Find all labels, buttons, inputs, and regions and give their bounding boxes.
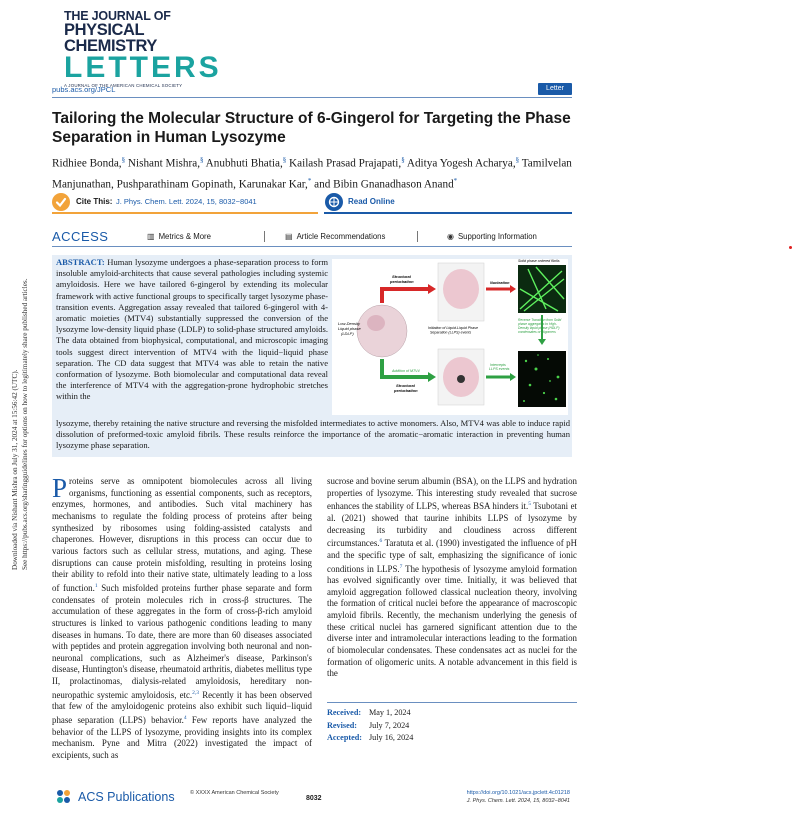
revised-date: July 7, 2024: [369, 720, 410, 730]
paragraph: Taratuta et al. (1990) investigated the influence of pH and the specific type of salt, emphasizing the significance of ionic conditions in LLPS.: [327, 538, 577, 574]
journal-url-link[interactable]: pubs.acs.org/JPCL: [52, 85, 116, 94]
body-column-left: [52, 473, 312, 762]
article-dates: [327, 702, 577, 745]
abstract-body: Human lysozyme undergoes a phase-separation process to form insoluble amyloid-architects that cause several pathologies including systemic amyloidosis. Here we have tailored 6-gingerol by extending its molecular framework with active functional groups to specifically target lysozyme phase-transition events. Aggregation assay revealed that tailored 6-gingerol with 4-aromatic moieties (MTV4) substantially suppressed the conversion of the lysozyme low-density liquid phase (LDLP) to solid-phase structured amyloids. The data obtained from biophysical, computational, and microscopic imaging tools suggest direct intervention of MTV4 with the liquid−liquid phase separation. The CD data suggest that MTV4 was able to retain the native conformation of lysozyme. Both biomolecular and computational data reveal the interference of MTV4 with the aggregation-prone hydrophobic stretches within the: [56, 257, 328, 402]
affiliation-mark[interactable]: §: [515, 156, 520, 164]
accepted-date: July 16, 2024: [369, 733, 414, 743]
intercepts-label: Intercepts: [490, 363, 506, 367]
metrics-label: Metrics & More: [158, 232, 211, 241]
reference-link[interactable]: 7: [399, 563, 403, 570]
publisher-name: ACS Publications: [78, 790, 175, 804]
accepted-label: Accepted:: [327, 733, 363, 743]
abstract-continuation: lysozyme, thereby retaining the native structure and reversing the misfolded intermediates to active monomers. Also, MTV4 was able to induce rapid dissolution of preformed-toxic amyloid fibrils. These results reinforce the importance of the aromatic−aromatic interaction in preventing human lysozyme phase separation.: [56, 418, 570, 451]
paragraph: roteins serve as omnipotent biomolecules across all living organisms, functioning as essential components, such as receptors, enzymes, hormones, and antibodies. Such vital machinery has mechanisms to regulate the folding process of proteins after being synthesized by ribosomes using folding-assisted catalysts and chaperones. However, disruptions in this process can occur due to various factors such as cellular stress, mutations, and aging. These disruptions can cause protein misfolding, resulting in proteins losing their ability to refold into their native state, ultimately leading to a loss of function.: [52, 476, 312, 593]
solid-fibrils-label: Solid phase ordered fibrils: [518, 259, 560, 263]
initiation-label: Separation (LLPS) events: [430, 330, 472, 335]
check-icon: [52, 193, 70, 211]
revised-label: Revised:: [327, 720, 358, 730]
intercepts-label: LLPS events: [489, 367, 510, 371]
reference-link[interactable]: 6: [379, 538, 383, 545]
affiliation-mark[interactable]: §: [401, 156, 405, 164]
droplets-image: [518, 351, 566, 407]
author: Ridhiee Bonda,: [52, 157, 122, 170]
received-date: May 1, 2024: [369, 708, 411, 717]
download-notice: [9, 240, 41, 580]
cite-row: [52, 193, 572, 211]
journal-name-line1: THE JOURNAL OF: [64, 9, 171, 23]
list-icon: ▤: [285, 232, 293, 241]
body-column-right: [327, 476, 577, 680]
ldlp-label: (LDLP): [341, 331, 354, 336]
received-row: [327, 707, 577, 720]
dropcap: P: [52, 473, 68, 503]
tab-separator: [417, 231, 418, 242]
author-list: [52, 152, 582, 194]
initiation-label: Initiation of Liquid-Liquid Phase: [428, 326, 478, 330]
cite-icon[interactable]: [52, 193, 70, 211]
journal-name-line3: LETTERS: [64, 51, 222, 84]
corresponding-mark[interactable]: *: [453, 177, 458, 186]
paragraph: sucrose and bovine serum albumin (BSA), on the LLPS and hydration properties of lysozyme. This interesting study revealed that sucrose enhances the stability of LLPS, whereas BSA hinders it.: [327, 476, 577, 512]
cite-label: Cite This:: [76, 197, 113, 206]
read-underline: [324, 212, 572, 214]
cite-underline: [52, 212, 318, 214]
author: Anubhuti Bhatia,: [203, 157, 283, 170]
journal-name-line2: PHYSICAL CHEMISTRY: [64, 21, 157, 55]
toc-figure: [332, 259, 568, 415]
structural-top-label: perturbation: [390, 279, 414, 284]
copyright: © XXXX American Chemical Society: [190, 790, 279, 796]
footer-doi: [467, 789, 570, 805]
tab-separator: [264, 231, 265, 242]
paragraph: Recently it has been observed that few of the amyloidogenic proteins also exhibit such liquid−liquid phase separation (LLPS) behavior.: [52, 689, 312, 726]
nucleation-label: Nucleation: [490, 281, 510, 285]
affiliation-mark[interactable]: §: [282, 156, 287, 164]
acs-hexagon-icon: [54, 787, 74, 807]
read-online-icon[interactable]: [325, 193, 343, 211]
ldlp-label: Liquid phase: [338, 326, 361, 331]
page-number: 8032: [306, 795, 322, 802]
received-label: Received:: [327, 708, 362, 717]
affiliation-mark[interactable]: §: [200, 156, 204, 164]
author: Nishant Mishra,: [125, 157, 200, 170]
llps-blob: [443, 269, 479, 309]
doi-link[interactable]: https://doi.org/10.1021/acs.jpclett.4c01218: [466, 790, 570, 796]
mtv4-cluster: [457, 375, 465, 383]
reference-link[interactable]: 4: [183, 715, 187, 722]
acs-publications-logo[interactable]: [54, 787, 184, 807]
author: Aditya Yogesh Acharya,: [404, 157, 516, 170]
paragraph: Few reports have analyzed the behavior of the LLPS of lysozyme, providing insights into its complex mechanism. Pyne and Mitra (2022) investigated the impact of excipients, such as: [52, 715, 312, 760]
ldlp-blob: [357, 305, 407, 357]
read-online-link[interactable]: Read Online: [348, 197, 395, 206]
structural-bottom-label: Structural: [396, 383, 415, 388]
addition-label: Addition of MTV4: [392, 369, 420, 373]
download-notice-line1: Downloaded via Nishant Mishra on July 31, 2024 at 15:56:42 (UTC).: [11, 369, 19, 570]
supporting-info-tab[interactable]: [447, 232, 537, 241]
annotation-dot: [789, 246, 792, 249]
ldlp-blob-detail: [367, 315, 385, 331]
recommendations-label: Article Recommendations: [296, 232, 386, 241]
bar-chart-icon: ▥: [147, 232, 155, 241]
article-type-badge: Letter: [538, 83, 572, 95]
abstract-text: [52, 257, 328, 403]
author: and Bibin Gnanadhason Anand: [311, 178, 454, 191]
recommendations-tab[interactable]: [285, 232, 385, 241]
corresponding-mark[interactable]: *: [307, 177, 312, 186]
cite-reference-link[interactable]: J. Phys. Chem. Lett. 2024, 15, 8032−8041: [116, 197, 257, 206]
ldlp-label: Low-Density: [338, 321, 361, 326]
author: Kailash Prasad Prajapati,: [286, 157, 402, 170]
revised-row: [327, 720, 577, 733]
reverse-label: condensates or oligomers: [518, 330, 556, 334]
abstract-label: ABSTRACT:: [56, 257, 105, 267]
journal-subtitle: A JOURNAL OF THE AMERICAN CHEMICAL SOCIETY: [64, 83, 183, 88]
reverse-label: phase aggregates to High-: [518, 322, 557, 326]
paragraph: Such misfolded proteins further phase separate and form condensates of protein molecules rich in cross-β structures. The accumulation of these aggregates in the form of cross-β-rich amyloid structures is linked to various pathogenic conditions leading to many diseases in humans. To date, there are more than 60 diseases associated with peptides and protein aggregation involving both neuronal and non-neuronal complications, such as Alzheimer's disease, Parkinson's disease, Huntington's disease, rheumatoid arthritis, diabetes mellitus type II, prolactinomas, dialysis-related amyloidosis, hereditary non-neuropathic systemic amyloidosis, etc.: [52, 582, 312, 700]
download-notice-line2: See https://pubs.acs.org/sharingguidelines for options on how to legitimately share published articles.: [21, 278, 29, 570]
access-bar: [52, 227, 572, 247]
reference-link[interactable]: 2,3: [192, 689, 200, 696]
header-divider: [52, 97, 572, 98]
reference-link[interactable]: 5: [528, 501, 531, 508]
reverse-label: Reverse Transition from Solid: [518, 318, 562, 322]
structural-top-label: Structural: [392, 274, 411, 279]
footer-citation: J. Phys. Chem. Lett. 2024, 15, 8032−8041: [466, 798, 570, 804]
paragraph: The hypothesis of lysozyme amyloid formation has evolved significantly over time. Initially, it was believed that amyloid aggregation followed classical nucleation theory, involving the formation of critical nuclei before the appearance of macroscopic amyloid fibrils. Recently, the mechanism underlying the genesis of these critical nuclei has garnered significant attention due to the diverse inter and intramolecular interactions leading to the formation of biomolecular condensates. These condensates act as nuclei for the formation of oligomeric units. A notable advancement in this field is the: [327, 563, 577, 679]
reference-link[interactable]: 1: [94, 582, 98, 589]
supporting-info-icon: ◉: [447, 232, 454, 241]
reverse-label: Density liquid phase (HDLP): [518, 326, 560, 330]
affiliation-mark[interactable]: §: [121, 156, 126, 164]
structural-bottom-label: perturbation: [394, 388, 418, 393]
access-label: ACCESS: [52, 229, 109, 244]
accepted-row: [327, 732, 577, 745]
metrics-tab[interactable]: [147, 232, 211, 241]
paragraph: Tsubotani et al. (2021) showed that taurine inhibits LLPS of lysozyme by decreasing its turbidity and cloudiness across different circumstances.: [327, 501, 577, 549]
article-title: Tailoring the Molecular Structure of 6-Gingerol for Targeting the Phase Separation in Human Lysozyme: [52, 110, 571, 146]
supporting-label: Supporting Information: [457, 232, 537, 241]
toc-graphic: [332, 259, 568, 415]
journal-logo: [64, 10, 224, 88]
globe-icon: [325, 193, 343, 211]
author: Tamilvelan Manjunathan, Pushparathinam Gopinath, Karunakar Kar,: [52, 157, 572, 191]
